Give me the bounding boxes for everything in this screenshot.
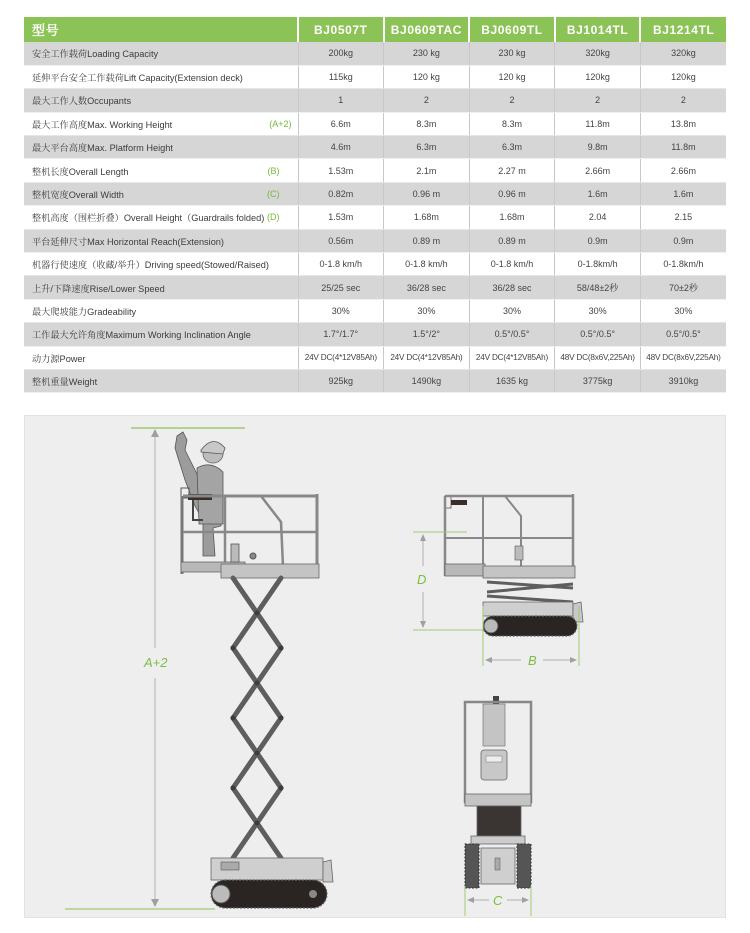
table-row xyxy=(24,206,726,229)
spec-value-cell: 320kg xyxy=(555,42,641,65)
spec-value-cell: 0.89 m xyxy=(469,229,555,252)
spec-label: 整机长度Overall Length xyxy=(32,166,129,177)
spec-value-cell: 0.96 m xyxy=(384,182,470,205)
spec-value-cell: 1.68m xyxy=(469,206,555,229)
spec-label-cell xyxy=(24,369,298,392)
spec-value-cell: 8.3m xyxy=(469,112,555,135)
header-model-bj1214tl: BJ1214TL xyxy=(640,17,726,42)
front-view xyxy=(465,696,531,888)
spec-value-cell: 11.8m xyxy=(555,112,641,135)
spec-value-cell: 1.5°/2° xyxy=(384,323,470,346)
spec-value-cell: 1.53m xyxy=(298,159,384,182)
spec-label-cell xyxy=(24,42,298,65)
spec-value-cell: 1.68m xyxy=(384,206,470,229)
header-model-bj0609tl: BJ0609TL xyxy=(469,17,555,42)
spec-value-cell: 6.3m xyxy=(469,136,555,159)
spec-value-cell: 0.96 m xyxy=(469,182,555,205)
spec-value-cell: 30% xyxy=(640,299,726,322)
spec-label-cell xyxy=(24,159,298,182)
table-row xyxy=(24,276,726,299)
spec-value-cell: 25/25 sec xyxy=(298,276,384,299)
spec-label-cell xyxy=(24,276,298,299)
spec-value-cell: 4.6m xyxy=(298,136,384,159)
spec-label-cell xyxy=(24,112,298,135)
table-row xyxy=(24,182,726,205)
spec-value-cell: 0.5°/0.5° xyxy=(555,323,641,346)
spec-value-cell: 0.82m xyxy=(298,182,384,205)
spec-value-cell: 0.9m xyxy=(555,229,641,252)
scissor-arm-raised xyxy=(233,578,281,858)
spec-value-cell: 1 xyxy=(298,89,384,112)
table-row xyxy=(24,346,726,369)
table-row xyxy=(24,136,726,159)
dimension-code: (D) xyxy=(267,212,280,223)
spec-value-cell: 2 xyxy=(640,89,726,112)
spec-value-cell: 9.8m xyxy=(555,136,641,159)
spec-label: 延伸平台安全工作载荷Lift Capacity(Extension deck) xyxy=(32,73,243,84)
spec-value-cell: 30% xyxy=(384,299,470,322)
table-row xyxy=(24,42,726,65)
dimension-diagram-panel xyxy=(24,415,726,918)
spec-value-cell: 2.27 m xyxy=(469,159,555,182)
dimension-diagram xyxy=(25,416,727,919)
table-row xyxy=(24,89,726,112)
spec-value-cell: 24V DC(4*12V85Ah) xyxy=(298,346,384,369)
spec-label: 动力源Power xyxy=(32,353,86,364)
spec-label: 最大爬坡能力Gradeability xyxy=(32,306,137,317)
spec-value-cell: 230 kg xyxy=(469,42,555,65)
spec-value-cell: 2.1m xyxy=(384,159,470,182)
spec-value-cell: 200kg xyxy=(298,42,384,65)
spec-label-cell xyxy=(24,206,298,229)
spec-value-cell: 1.6m xyxy=(555,182,641,205)
spec-value-cell: 0.5°/0.5° xyxy=(640,323,726,346)
dim-label-overall-width: C xyxy=(493,893,503,908)
spec-value-cell: 58/48±2秒 xyxy=(555,276,641,299)
spec-value-cell: 1635 kg xyxy=(469,369,555,392)
spec-label-cell xyxy=(24,346,298,369)
spec-value-cell: 2.66m xyxy=(555,159,641,182)
dim-label-overall-height: D xyxy=(417,572,427,587)
spec-value-cell: 30% xyxy=(469,299,555,322)
table-row xyxy=(24,159,726,182)
dimension-code: (B) xyxy=(267,165,280,176)
spec-value-cell: 230 kg xyxy=(384,42,470,65)
spec-label: 最大工作人数Occupants xyxy=(32,96,132,107)
table-row xyxy=(24,369,726,392)
dimension-code: (A+2) xyxy=(269,118,292,129)
spec-label-cell xyxy=(24,253,298,276)
spec-value-cell: 48V DC(8x6V,225Ah) xyxy=(555,346,641,369)
spec-label-cell xyxy=(24,89,298,112)
crawler-chassis-side xyxy=(211,858,333,908)
spec-value-cell: 1.6m xyxy=(640,182,726,205)
spec-value-cell: 0-1.8 km/h xyxy=(384,253,470,276)
spec-value-cell: 2.15 xyxy=(640,206,726,229)
header-model-bj0609tac: BJ0609TAC xyxy=(384,17,470,42)
spec-value-cell: 0.9m xyxy=(640,229,726,252)
table-row xyxy=(24,323,726,346)
spec-label-cell xyxy=(24,65,298,88)
spec-value-cell: 0.5°/0.5° xyxy=(469,323,555,346)
table-row xyxy=(24,229,726,252)
spec-label: 工作最大允许角度Maximum Working Inclination Angle xyxy=(32,330,251,341)
spec-label: 整机宽度Overall Width xyxy=(32,190,124,201)
header-model-bj1014tl: BJ1014TL xyxy=(555,17,641,42)
spec-value-cell: 1.7°/1.7° xyxy=(298,323,384,346)
spec-value-cell: 2 xyxy=(469,89,555,112)
spec-value-cell: 0-1.8 km/h xyxy=(469,253,555,276)
table-header-row xyxy=(24,17,726,42)
spec-value-cell: 6.3m xyxy=(384,136,470,159)
spec-value-cell: 3775kg xyxy=(555,369,641,392)
spec-value-cell: 0-1.8 km/h xyxy=(298,253,384,276)
spec-label: 最大工作高度Max. Working Height xyxy=(32,119,173,130)
spec-value-cell: 925kg xyxy=(298,369,384,392)
spec-value-cell: 30% xyxy=(298,299,384,322)
spec-label: 机器行使速度（收藏/举升）Driving speed(Stowed/Raised) xyxy=(32,260,269,271)
table-body xyxy=(24,42,726,393)
spec-value-cell: 1490kg xyxy=(384,369,470,392)
spec-value-cell: 48V DC(8x6V,225Ah) xyxy=(640,346,726,369)
spec-value-cell: 8.3m xyxy=(384,112,470,135)
stowed-side-view xyxy=(445,494,583,636)
spec-table xyxy=(24,17,726,393)
table-row xyxy=(24,299,726,322)
spec-value-cell: 120 kg xyxy=(384,65,470,88)
spec-value-cell: 13.8m xyxy=(640,112,726,135)
spec-value-cell: 2 xyxy=(384,89,470,112)
dim-label-working-height: A+2 xyxy=(144,655,168,670)
spec-label: 安全工作载荷Loading Capacity xyxy=(32,49,159,60)
spec-label-cell xyxy=(24,182,298,205)
table-row xyxy=(24,65,726,88)
spec-label-cell xyxy=(24,136,298,159)
spec-label-cell xyxy=(24,323,298,346)
spec-label: 上升/下降速度Rise/Lower Speed xyxy=(32,283,165,294)
spec-value-cell: 3910kg xyxy=(640,369,726,392)
header-model-label: 型号 xyxy=(24,17,298,42)
spec-label: 最大平台高度Max. Platform Height xyxy=(32,143,173,154)
dim-label-overall-length: B xyxy=(528,653,537,668)
spec-value-cell: 24V DC(4*12V85Ah) xyxy=(384,346,470,369)
spec-label-cell xyxy=(24,229,298,252)
spec-value-cell: 120 kg xyxy=(469,65,555,88)
spec-label: 平台延伸尺寸Max Horizontal Reach(Extension) xyxy=(32,236,224,247)
spec-value-cell: 2.04 xyxy=(555,206,641,229)
spec-value-cell: 36/28 sec xyxy=(469,276,555,299)
spec-value-cell: 0.89 m xyxy=(384,229,470,252)
spec-value-cell: 70±2秒 xyxy=(640,276,726,299)
spec-label: 整机高度（围栏折叠）Overall Height（Guardrails folded) xyxy=(32,213,265,224)
table-row xyxy=(24,253,726,276)
spec-value-cell: 1.53m xyxy=(298,206,384,229)
spec-value-cell: 2 xyxy=(555,89,641,112)
spec-value-cell: 0.56m xyxy=(298,229,384,252)
spec-value-cell: 120kg xyxy=(640,65,726,88)
spec-value-cell: 0-1.8km/h xyxy=(555,253,641,276)
spec-label: 整机重量Weight xyxy=(32,377,98,388)
spec-value-cell: 115kg xyxy=(298,65,384,88)
spec-value-cell: 120kg xyxy=(555,65,641,88)
spec-value-cell: 2.66m xyxy=(640,159,726,182)
spec-value-cell: 320kg xyxy=(640,42,726,65)
spec-value-cell: 30% xyxy=(555,299,641,322)
table-row xyxy=(24,112,726,135)
spec-value-cell: 36/28 sec xyxy=(384,276,470,299)
spec-value-cell: 11.8m xyxy=(640,136,726,159)
spec-value-cell: 0-1.8km/h xyxy=(640,253,726,276)
spec-value-cell: 6.6m xyxy=(298,112,384,135)
dimension-code: (C) xyxy=(267,189,280,200)
header-model-bj0507t: BJ0507T xyxy=(298,17,384,42)
spec-label-cell xyxy=(24,299,298,322)
spec-value-cell: 24V DC(4*12V85Ah) xyxy=(469,346,555,369)
